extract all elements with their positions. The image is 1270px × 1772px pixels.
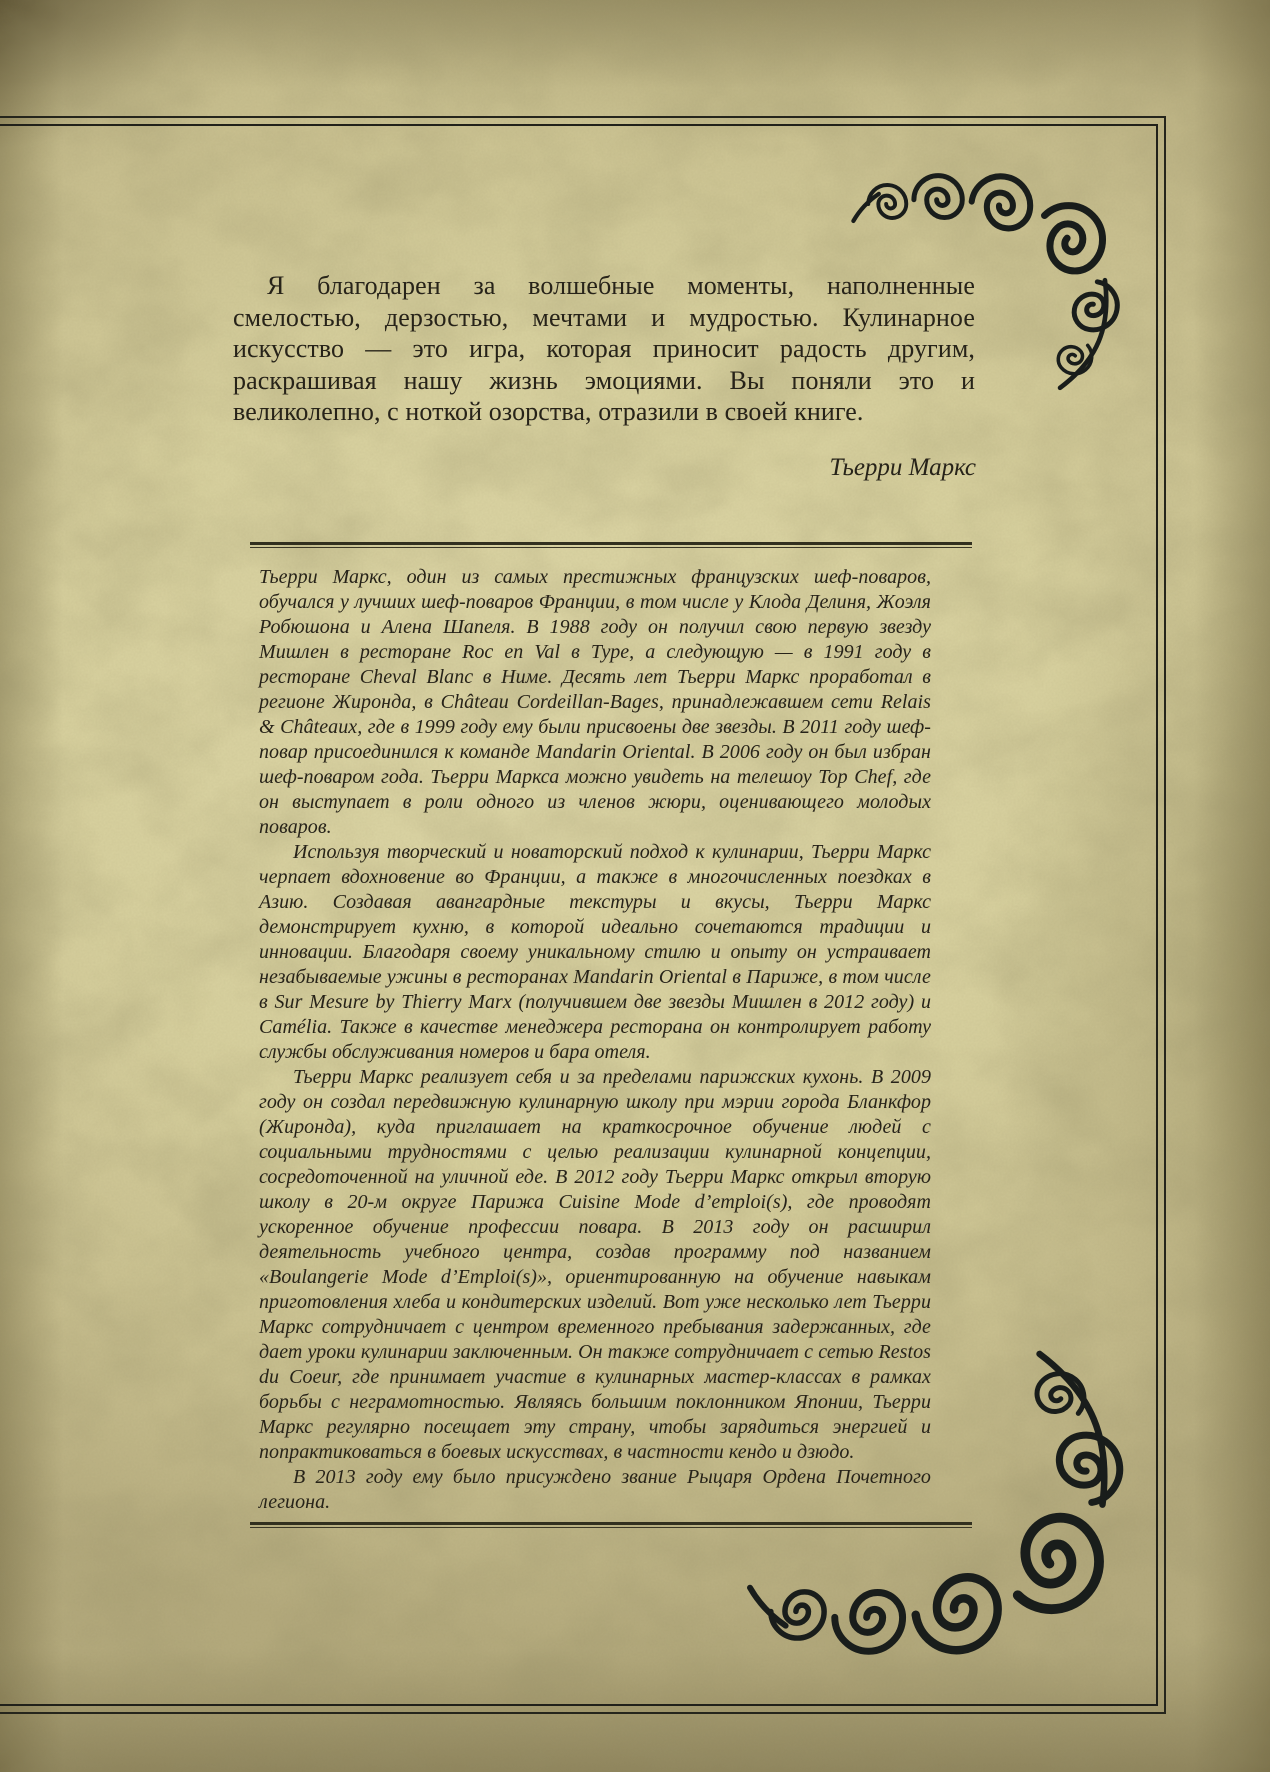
- epigraph-text: Я благодарен за волшебные моменты, наполненные смелостью, дерзостью, мечтами и мудростью. Кулинарное искусство — это игра, которая приносит радость другим, раскрашивая нашу жизнь эмоциями. Вы поняли это и великолепно, с ноткой озорства, отразили в своей книге.: [233, 271, 975, 426]
- biography-block: [259, 565, 931, 1515]
- biography-paragraph: Используя творческий и новаторский подход к кулинарии, Тьерри Маркс черпает вдохновение во Франции, а также в многочисленных поездках в Азию. Создавая авангардные текстуры и вкусы, Тьерри Маркс демонстрирует кухню, в которой идеально сочетаются традиции и инновации. Благодаря своему уникальному стилю и опыту он устраивает незабываемые ужины в ресторанах Mandarin Oriental в Париже, в том числе в Sur Mesure by Thierry Marx (получившем две звезды Мишлен в 2012 году) и Camélia. Также в качестве менеджера ресторана он контролирует работу службы обслуживания номеров и бара отеля.: [259, 840, 931, 1063]
- biography-paragraph: В 2013 году ему было присуждено звание Рыцаря Ордена Почетного легиона.: [259, 1465, 931, 1513]
- divider-rule-top: [250, 542, 972, 548]
- divider-rule-bottom: [250, 1522, 972, 1528]
- epigraph-attribution: Тьерри Маркс: [829, 453, 976, 481]
- text-column: [233, 0, 976, 1528]
- biography-paragraph: Тьерри Маркс реализует себя и за пределами парижских кухонь. В 2009 году он создал передвижную кулинарную школу при мэрии города Бланкфор (Жиронда), куда приглашает на краткосрочное обучение людей с социальными трудностями с целью реализации кулинарной концепции, сосредоточенной на уличной еде. В 2012 году Тьерри Маркс открыл вторую школу в 20-м округе Парижа Cuisine Mode d’emploi(s), где проводят ускоренное обучение профессии повара. В 2013 году он расширил деятельность учебного центра, создав программу под названием «Boulangerie Mode d’Emploi(s)», ориентированную на обучение навыкам приготовления хлеба и кондитерских изделий. Вот уже несколько лет Тьерри Маркс сотрудничает с центром временного пребывания задержанных, где дает уроки кулинарии заключенным. Он также сотрудничает с сетью Restos du Coeur, где принимает участие в кулинарных мастер-классах в рамках борьбы с неграмотностью. Являясь большим поклонником Японии, Тьерри Маркс регулярно посещает эту страну, чтобы зарядиться энергией и попрактиковаться в боевых искусствах, в частности кендо и дзюдо.: [259, 1065, 931, 1463]
- biography-paragraph: Тьерри Маркс, один из самых престижных французских шеф-поваров, обучался у лучших шеф-поваров Франции, в том числе у Клода Делиня, Жоэля Робюшона и Алена Шапеля. В 1988 году он получил свою первую звезду Мишлен в ресторане Roc en Val в Туре, а следующую — в 1991 году в ресторане Cheval Blanc в Ниме. Десять лет Тьерри Маркс проработал в регионе Жиронда, в Château Cordeillan-Bages, принадлежавшем сети Relais & Châteaux, где в 1999 году ему были присвоены две звезды. В 2011 году шеф-повар присоединился к команде Mandarin Oriental. В 2006 году он был избран шеф-поваром года. Тьерри Маркса можно увидеть на телешоу Top Chef, где он выступает в роли одного из членов жюри, оценивающего молодых поваров.: [259, 565, 931, 838]
